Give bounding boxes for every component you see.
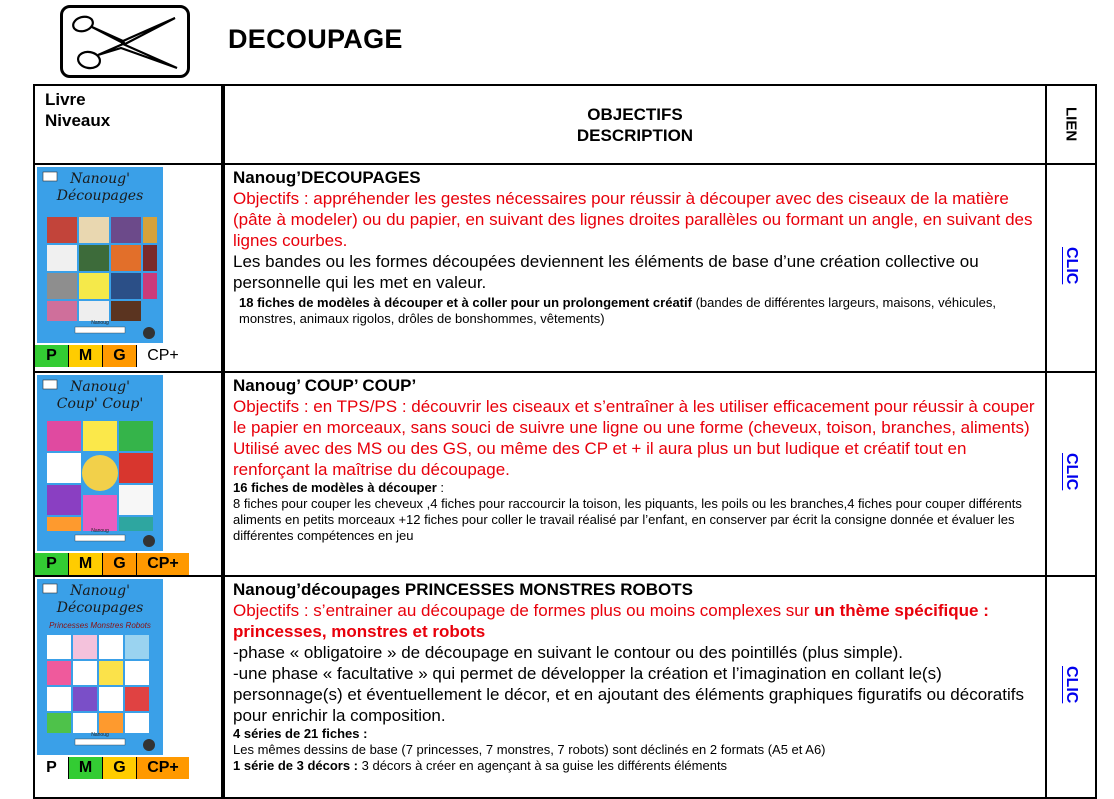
link-cell [1046, 576, 1096, 798]
sheets-count: 18 fiches de modèles à découper et à coller pour un prolongement créatif [239, 295, 692, 310]
cover-brand: Nanoug [91, 732, 109, 738]
levels-bar [35, 345, 221, 367]
level-g: G [103, 553, 137, 575]
link-cell [1046, 372, 1096, 576]
objectives-text: Objectifs : appréhender les gestes nécessaires pour réussir à découper avec des ciseaux de la matière (pâte à modeler) ou du papier, en suivant des lignes droites parallèles ou formant un angle, en suivant des lignes courbes. [233, 189, 1033, 250]
cover-brand: Nanoug [91, 528, 109, 534]
sheets-info [233, 480, 1037, 496]
cover-title-line2: Découpages [56, 188, 144, 204]
column-header-book-line2: Niveaux [45, 111, 111, 130]
book-cell [34, 372, 223, 576]
clic-link[interactable]: CLIC [1063, 452, 1080, 491]
cover-title-line2: Découpages [56, 600, 144, 616]
sheets-detail: (bandes de différentes largeurs, maisons, véhicules, monstres, animaux rigolos, drôles de bonshommes, vêtements) [239, 295, 996, 326]
book-name: Nanoug’DECOUPAGES [233, 168, 421, 187]
book-cover-decoupages [37, 167, 163, 343]
column-header-description [223, 85, 1046, 164]
sheets-count-colon: : [436, 480, 444, 495]
level-g: G [103, 757, 137, 779]
cover-title-line2: Coup' Coup' [56, 396, 144, 412]
column-header-book [34, 85, 223, 164]
book-cover-princesses [37, 579, 163, 755]
clic-link[interactable]: CLIC [1063, 665, 1080, 704]
clic-link[interactable]: CLIC [1063, 246, 1080, 285]
level-m: M [69, 553, 103, 575]
objectives-text [233, 600, 1037, 642]
cover-brand: Nanoug [91, 320, 109, 326]
table-row [34, 164, 1096, 372]
sheets-info [233, 295, 1037, 327]
objectives-text-2: Utilisé avec des MS ou des GS, ou même des CP et + il aura plus un but ludique et créatif tout en renforçant la maîtrise du découpage. [233, 439, 967, 479]
book-cover-coup-coup [37, 375, 163, 551]
link-cell [1046, 164, 1096, 372]
sheets-count: 16 fiches de modèles à découper [233, 480, 437, 495]
level-cp: CP+ [147, 347, 179, 364]
description-cell [223, 576, 1046, 798]
scissors-icon [63, 8, 187, 75]
column-header-desc-line2: DESCRIPTION [576, 125, 694, 145]
level-cp: CP+ [137, 757, 189, 779]
table-header-row [34, 85, 1096, 164]
catalog-table [33, 84, 1097, 799]
cover-title-line1: Nanoug' [70, 379, 130, 395]
book-cover-title [37, 583, 163, 617]
level-p: P [35, 757, 69, 779]
book-name: Nanoug’ COUP’ COUP’ [233, 376, 417, 395]
description-cell [223, 164, 1046, 372]
levels-bar [35, 757, 221, 779]
page-title: DECOUPAGE [228, 24, 403, 54]
levels-bar [35, 553, 221, 575]
decor-info [233, 758, 1037, 774]
book-cell [34, 576, 223, 798]
phase-facultative-text: -une phase « facultative » qui permet de développer la création et l’imagination en collant le(s) personnage(s) et éventuellement le décor, et en ajoutant des éléments graphiques figuratifs ou décoratifs pour enrichir la composition. [233, 664, 1024, 725]
table-row [34, 372, 1096, 576]
level-m: M [69, 757, 103, 779]
book-cell [34, 164, 223, 372]
table-row [34, 576, 1096, 798]
series-detail: Les mêmes dessins de base (7 princesses, 7 monstres, 7 robots) sont déclinés en 2 formats (A5 et A6) [233, 742, 826, 757]
column-header-link-label: LIEN [1062, 107, 1080, 142]
cover-subtitle: Princesses Monstres Robots [49, 621, 151, 630]
column-header-link [1046, 85, 1096, 164]
decor-count: 1 série de 3 décors : [233, 758, 359, 773]
description-text: Les bandes ou les formes découpées deviennent les éléments de base d’une création collective ou personnelle qui les met en valeur. [233, 252, 979, 292]
level-cp: CP+ [137, 553, 189, 575]
decor-detail: 3 décors à créer en agençant à sa guise les différents éléments [358, 758, 728, 773]
cover-title-line1: Nanoug' [70, 583, 130, 599]
column-header-book-line1: Livre [45, 90, 86, 109]
book-cover-title [37, 171, 163, 205]
column-header-desc-line1: OBJECTIFS [587, 104, 683, 124]
level-g: G [103, 345, 137, 367]
cover-title-line1: Nanoug' [70, 171, 130, 187]
scissors-logo [60, 5, 190, 78]
description-cell [223, 372, 1046, 576]
level-p: P [35, 553, 69, 575]
objectives-text: Objectifs : en TPS/PS : découvrir les ciseaux et s’entraîner à les utiliser efficacement pour réussir à couper le papier en morceaux, sans souci de suivre une ligne ou une forme (cheveux, toison, branches, aliments) [233, 397, 1035, 437]
objectives-theme: un thème spécifique : princesses, monstres et robots [233, 601, 989, 641]
sheets-detail: 8 fiches pour couper les cheveux ,4 fiches pour raccourcir la toison, les piquants, les poils ou les branches,4 fiches pour couper différents aliments en petits morceaux +12 fiches pour coller le travail réalisé par l’enfant, en conserver par écrit la consigne donnée et évaluer les différentes compétences en jeu [233, 496, 1022, 543]
book-cover-title [37, 379, 163, 413]
series-title: 4 séries de 21 fiches : [233, 726, 368, 741]
level-m: M [69, 345, 103, 367]
level-p: P [35, 345, 69, 367]
objectives-plain: Objectifs : s’entrainer au découpage de formes plus ou moins complexes sur [233, 601, 815, 620]
phase-obligatoire-text: -phase « obligatoire » de découpage en suivant le contour ou des pointillés (plus simple). [233, 643, 904, 662]
book-name: Nanoug’découpages PRINCESSES MONSTRES ROBOTS [233, 580, 694, 599]
